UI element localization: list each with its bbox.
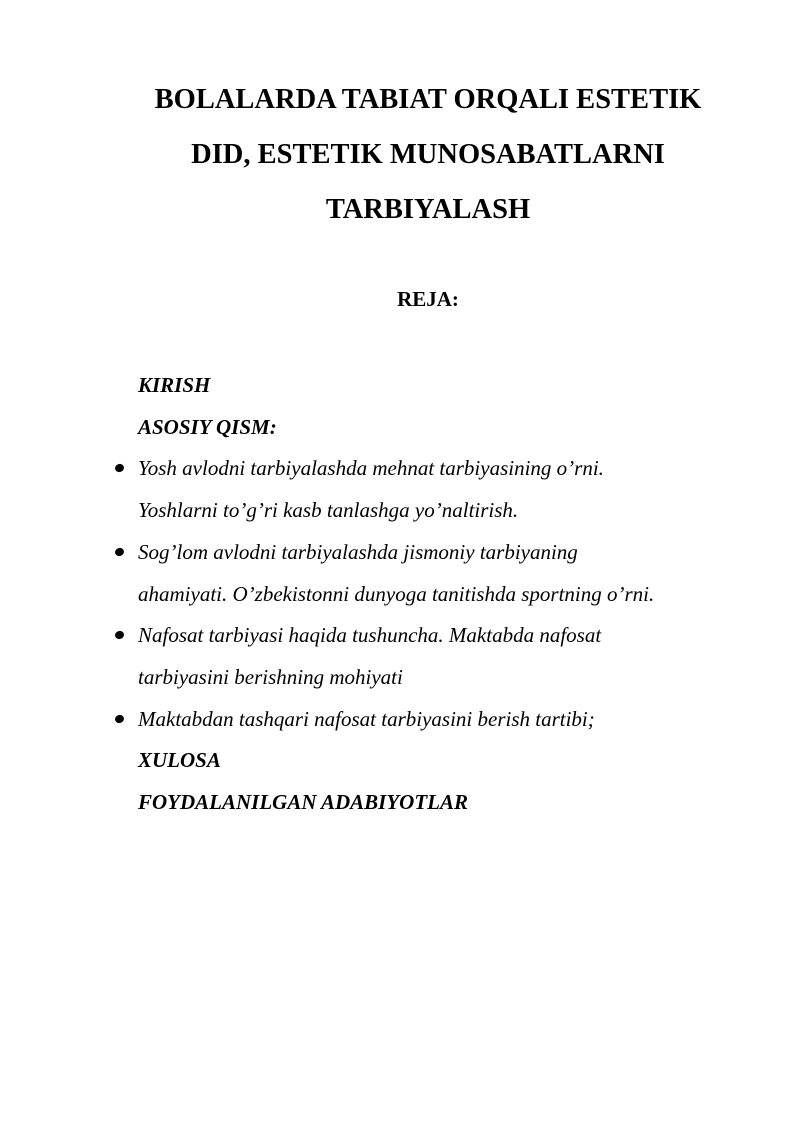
references-item: FOYDALANILGAN ADABIYOTLAR xyxy=(138,790,469,815)
plan-bullet-item xyxy=(138,448,778,531)
bullet-line: Yosh avlodni tarbiyalashda mehnat tarbiyasining o’rni. xyxy=(138,456,604,481)
bullet-line: Sog’lom avlodni tarbiyalashda jismoniy tarbiyaning xyxy=(138,539,578,564)
bullet-line: tarbiyasini berishning mohiyati xyxy=(138,664,403,689)
bullet-icon xyxy=(114,713,125,724)
title-line-1: BOLALARDA TABIAT ORQALI ESTETIK xyxy=(154,84,702,115)
title-line-3: TARBIYALASH xyxy=(325,194,531,225)
bullet-line: Maktabdan tashqari nafosat tarbiyasini berish tartibi; xyxy=(138,706,595,731)
plan-bullet-item xyxy=(138,532,778,615)
conclusion-item: XULOSA xyxy=(138,748,221,773)
plan-bullet-item xyxy=(138,699,778,741)
plan-bullet-item xyxy=(138,615,778,698)
plan-heading: REJA: xyxy=(397,287,459,311)
bullet-line: ahamiyati. O’zbekistonni dunyoga tanitishda sportning o’rni. xyxy=(138,581,655,606)
plan-list xyxy=(138,365,778,824)
bullet-icon xyxy=(114,547,125,558)
bullet-icon xyxy=(114,463,125,474)
bullet-icon xyxy=(114,630,125,641)
intro-item: KIRISH xyxy=(138,373,211,397)
bullet-line: Yoshlarni to’g’ri kasb tanlashga yo’naltirish. xyxy=(138,498,519,523)
main-part-heading: ASOSIY QISM: xyxy=(138,414,277,439)
bullet-line: Nafosat tarbiyasi haqida tushuncha. Maktabda nafosat xyxy=(138,623,602,648)
document-title xyxy=(100,72,756,237)
title-line-2: DID, ESTETIK MUNOSABATLARNI xyxy=(191,139,665,170)
